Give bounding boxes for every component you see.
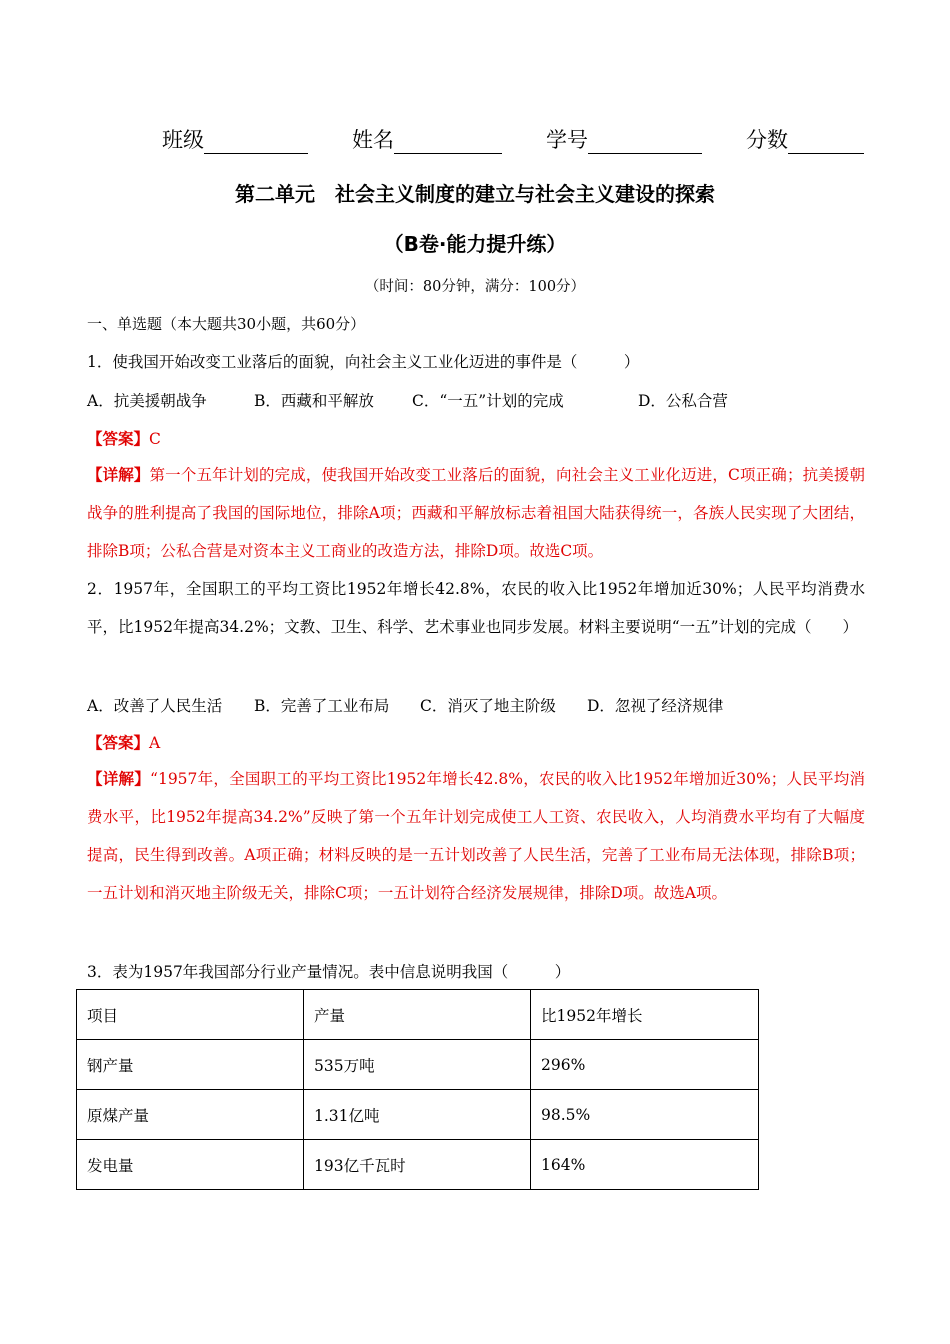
q1-option-b: B．西藏和平解放	[254, 392, 374, 410]
detail-text: “1957年，全国职工的平均工资比1952年增长42.8%，农民的收入比1952年增加近30%；人民平均消费水平，比1952年提高34.2%”反映了第一个五年计划完成使工人工资、农民收入，人均消费水平均有了大幅度提高，民生得到改善。A项正确；材料反映的是一五计划改善了人民生活，完善了工业布局无法体现，排除B项；一五计划和消灭地主阶级无关，排除C项；一五计划符合经济发展规律，排除D项。故选A项。	[87, 770, 865, 902]
question-1-stem: 1．使我国开始改变工业落后的面貌，向社会主义工业化迈进的事件是（ ）	[87, 353, 640, 371]
table-header-row	[77, 990, 759, 1040]
answer-label: 【答案】	[87, 733, 150, 752]
q1-option-a: A．抗美援朝战争	[87, 392, 207, 410]
id-label: 学号	[546, 128, 588, 152]
table-cell: 钢产量	[77, 1040, 304, 1090]
score-label: 分数	[746, 128, 788, 152]
table-row	[77, 1040, 759, 1090]
table-cell: 535万吨	[304, 1040, 531, 1090]
table-cell: 发电量	[77, 1140, 304, 1190]
detail-label: 【详解】	[87, 769, 151, 788]
student-info-header	[162, 124, 864, 154]
production-table	[76, 989, 759, 1190]
q1-detail	[87, 456, 865, 570]
table-header-cell: 产量	[304, 990, 531, 1040]
detail-text: 第一个五年计划的完成，使我国开始改变工业落后的面貌，向社会主义工业化迈进，C项正确；抗美援朝战争的胜利提高了我国的国际地位，排除A项；西藏和平解放标志着祖国大陆获得统一，各族人民实现了大团结，排除B项；公私合营是对资本主义工商业的改造方法，排除D项。故选C项。	[87, 466, 865, 560]
detail-label: 【详解】	[87, 465, 150, 484]
table-cell: 原煤产量	[77, 1090, 304, 1140]
time-info: （时间：80分钟，满分：100分）	[364, 279, 586, 295]
class-label: 班级	[162, 128, 204, 152]
table-row	[77, 1140, 759, 1190]
answer-label: 【答案】	[87, 429, 150, 448]
q2-option-c: C．消灭了地主阶级	[420, 697, 556, 715]
answer-value: C	[149, 430, 161, 448]
table-header-cell: 项目	[77, 990, 304, 1040]
name-blank[interactable]	[394, 131, 502, 154]
q2-option-b: B．完善了工业布局	[254, 697, 390, 715]
q2-detail	[87, 760, 865, 912]
q1-answer	[87, 427, 161, 449]
table-cell: 164%	[531, 1140, 759, 1190]
question-2-stem: 2．1957年，全国职工的平均工资比1952年增长42.8%，农民的收入比1952年增加近30%；人民平均消费水平，比1952年提高34.2%；文教、卫生、科学、艺术事业也同步发展。材料主要说明“一五”计划的完成（ ）	[87, 580, 865, 636]
table-cell: 296%	[531, 1040, 759, 1090]
table-header-cell: 比1952年增长	[531, 990, 759, 1040]
name-label: 姓名	[352, 128, 394, 152]
id-blank[interactable]	[588, 131, 702, 154]
q2-answer	[87, 731, 160, 753]
q2-option-a: A．改善了人民生活	[87, 697, 223, 715]
table-cell: 193亿千瓦时	[304, 1140, 531, 1190]
q1-option-c: C．“一五”计划的完成	[412, 392, 564, 410]
unit-title: 第二单元 社会主义制度的建立与社会主义建设的探索	[235, 182, 715, 206]
paper-subtitle: （B卷·能力提升练）	[383, 232, 567, 256]
table-cell: 98.5%	[531, 1090, 759, 1140]
score-blank[interactable]	[788, 131, 864, 154]
table-cell: 1.31亿吨	[304, 1090, 531, 1140]
q2-option-d: D．忽视了经济规律	[587, 697, 724, 715]
answer-value: A	[149, 734, 161, 752]
q1-option-d: D．公私合营	[638, 392, 728, 410]
question-3-stem: 3．表为1957年我国部分行业产量情况。表中信息说明我国（ ）	[87, 963, 571, 981]
table-row	[77, 1090, 759, 1140]
section-heading: 一、单选题（本大题共30小题，共60分）	[87, 315, 366, 333]
class-blank[interactable]	[204, 131, 308, 154]
